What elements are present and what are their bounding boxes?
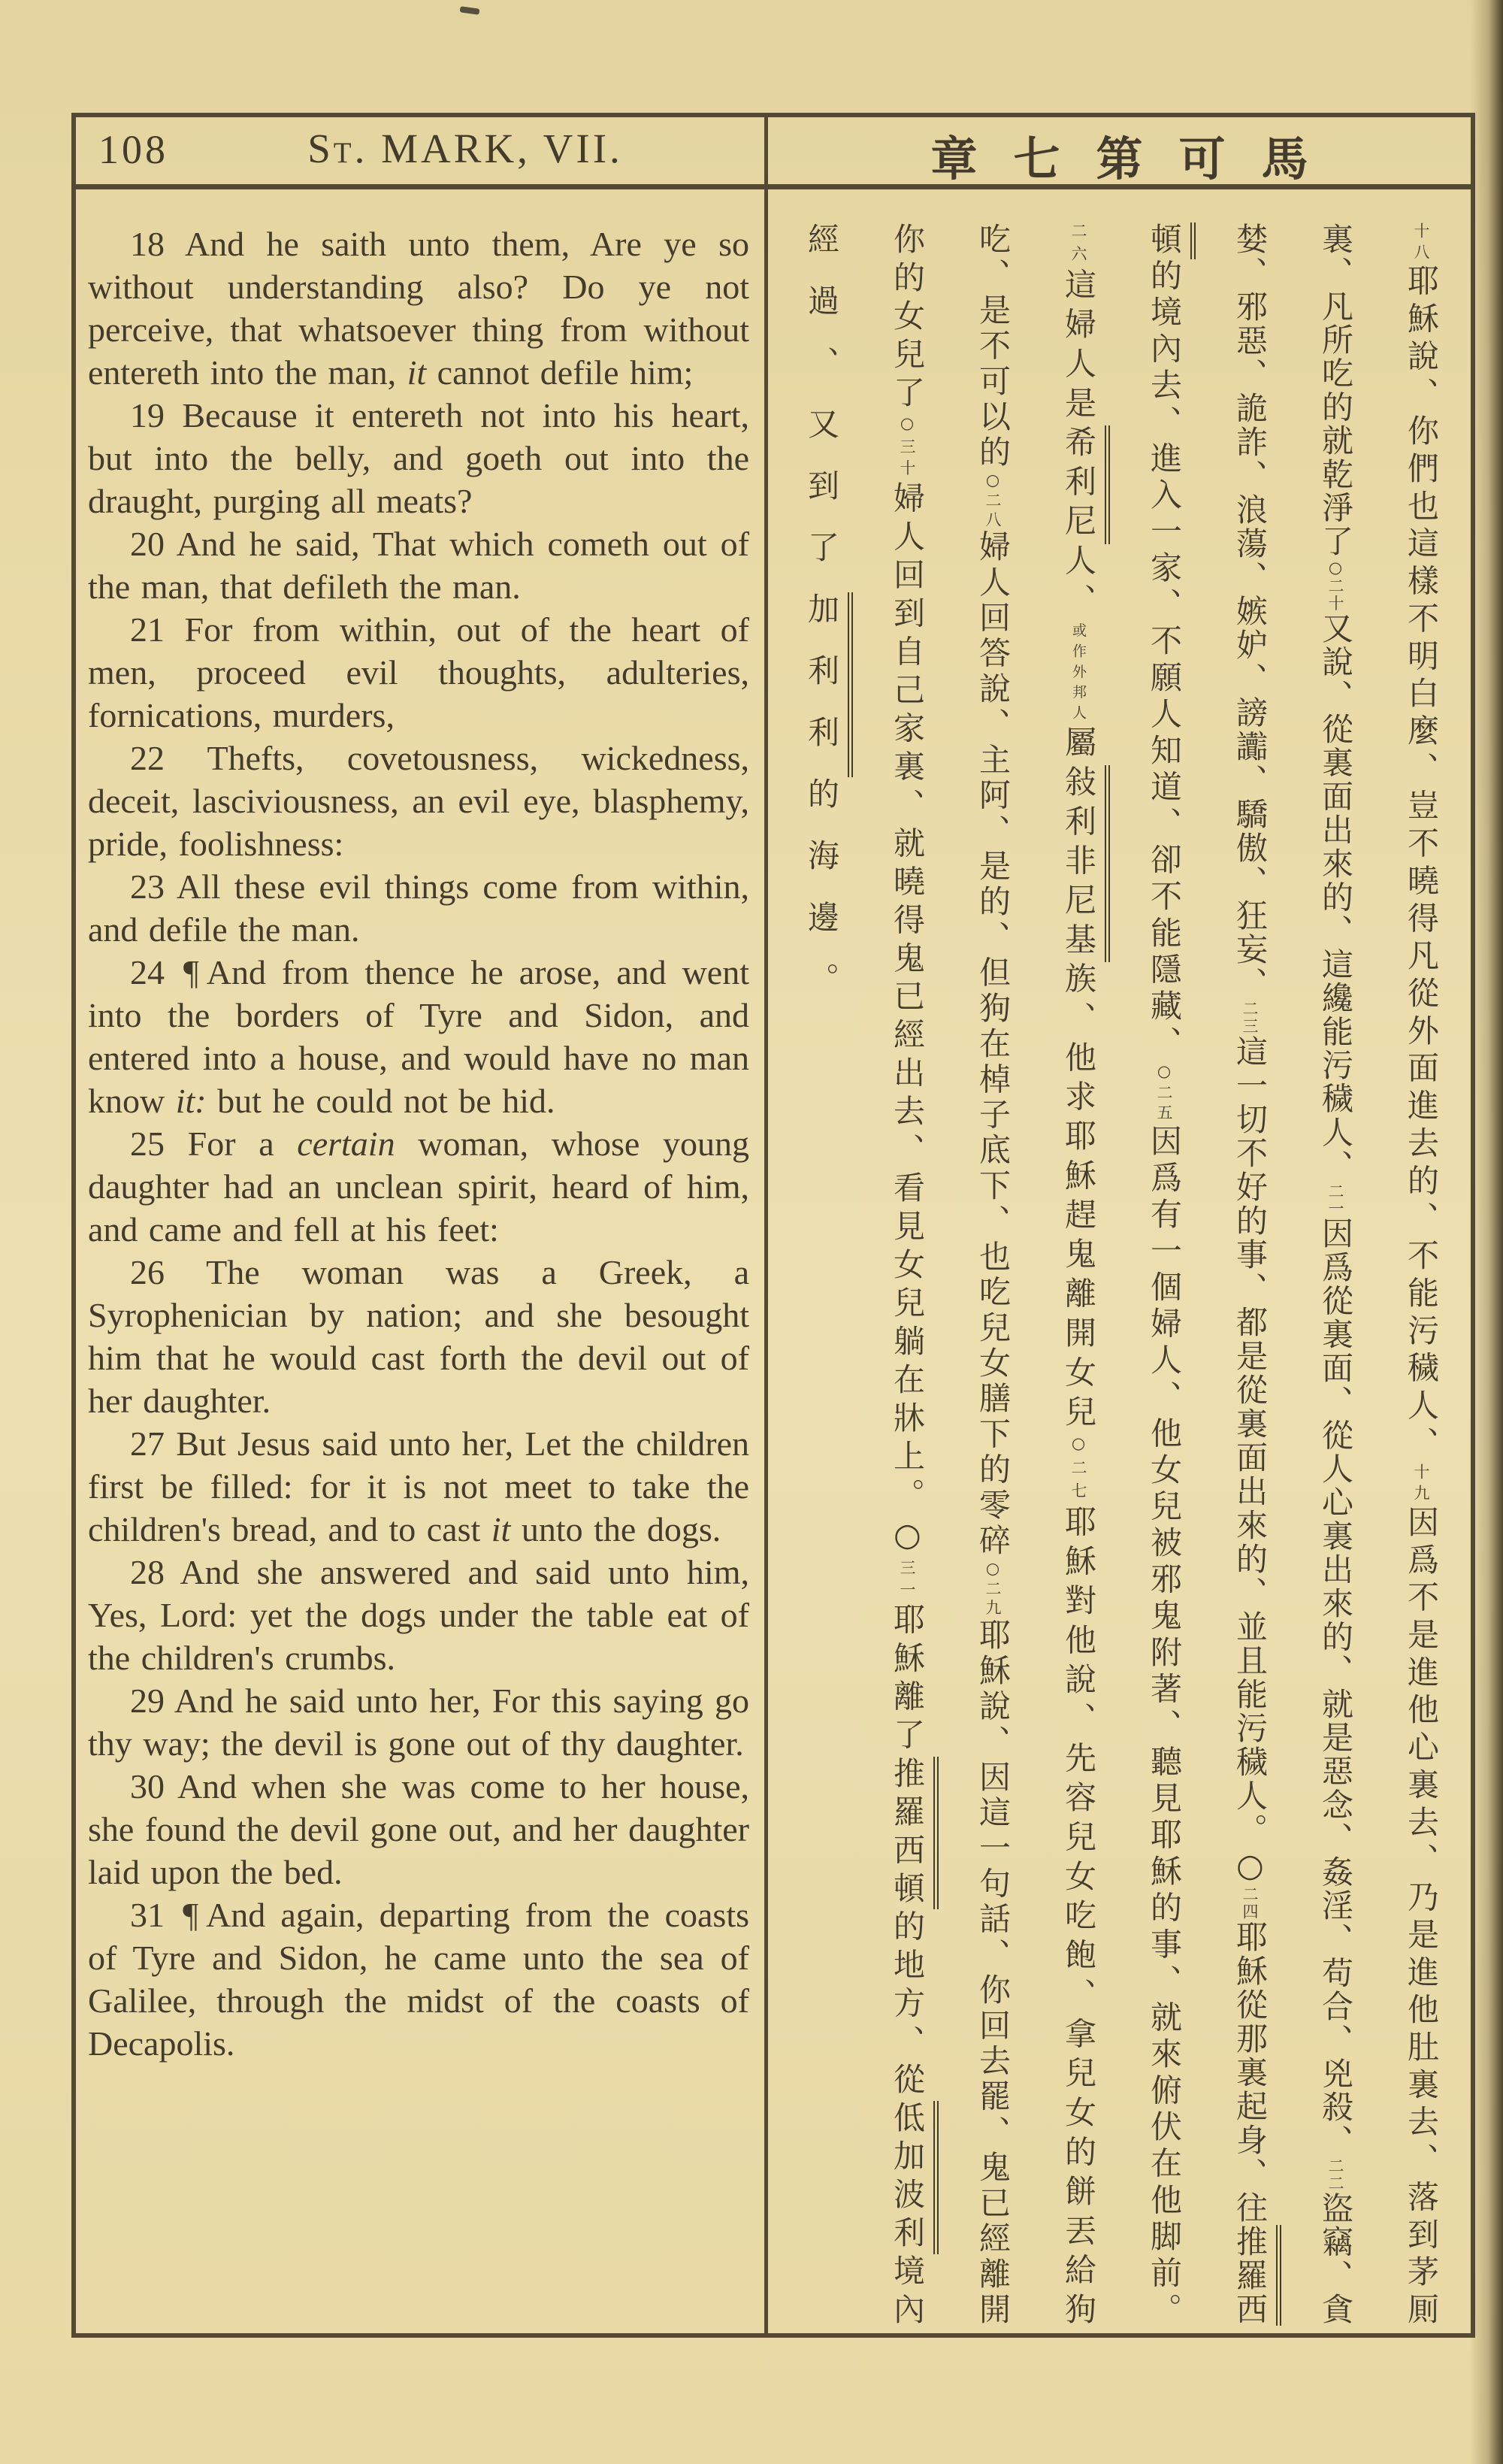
text-run: 經過、又到了 bbox=[803, 222, 840, 592]
proper-name: 敍利非尼基 bbox=[1060, 765, 1110, 962]
text-run: 境內 bbox=[889, 2254, 926, 2326]
verse-paragraph: 22 Thefts, covetousness, wickedness, deceit, lasciviousness, an evil eye, blasphemy, pride, foolishness: bbox=[88, 739, 749, 863]
text-run: 吃、是不可以的 bbox=[975, 222, 1012, 471]
proper-name: 推羅西頓 bbox=[889, 1757, 939, 1910]
english-running-title: St. MARK, VII. bbox=[307, 126, 623, 171]
italic-word: certain bbox=[297, 1125, 395, 1163]
verse-number: 19 bbox=[130, 396, 183, 434]
proper-name: 加利利 bbox=[803, 592, 853, 777]
page-header bbox=[76, 117, 1471, 189]
verse-number-mark: 三一 bbox=[898, 1559, 916, 1603]
verse-paragraph: 24 ¶ And from thence he arose, and went into the borders of Tyre and Sidon, and entered into a house, and would have no man know it: but he could not be hid. bbox=[88, 953, 749, 1120]
chinese-running-title: 章七第可馬 bbox=[930, 132, 1344, 186]
verse-paragraph: 19 Because it entereth not into his heart, but into the belly, and goeth out into the draught, purging all meats? bbox=[88, 396, 749, 520]
text-run: 人、 bbox=[1060, 543, 1097, 623]
pilcrow-mark: ¶ bbox=[183, 1896, 199, 1934]
text-run: 因爲不是進他心裏去、乃是進他肚裏去、落到茅厠 bbox=[1403, 1505, 1440, 2326]
chinese-text-column bbox=[775, 222, 1460, 2326]
pilcrow-mark: ¶ bbox=[183, 953, 199, 991]
verse-number-mark: 二三 bbox=[1241, 1000, 1259, 1035]
column-divider-rule bbox=[764, 117, 768, 2333]
verse-number: 20 bbox=[130, 525, 177, 563]
text-run: 婦人回答說、主阿、是的、但狗在棹子底下、也吃兒女膳下的零碎 bbox=[975, 530, 1012, 1560]
text-run: 族、他求耶穌趕鬼離開女兒 bbox=[1060, 961, 1097, 1435]
verse-number: 27 bbox=[130, 1424, 177, 1463]
chinese-column bbox=[868, 222, 946, 2326]
text-run: 這一切不好的事、都是從裏面出來的、並且能污穢人。 bbox=[1232, 1035, 1269, 1847]
text-run: 耶穌對他說、先容兒女吃飽、拿兒女的餅丟給狗 bbox=[1060, 1505, 1097, 2326]
verse-paragraph: 18 And he saith unto them, Are ye so without understanding also? Do ye not perceive, that whatsoever thing from without entereth into the man, it cannot defile him; bbox=[88, 225, 749, 392]
text-run: 的海邊。 bbox=[803, 777, 840, 1024]
verse-number-mark: ○二八 bbox=[984, 471, 1002, 531]
text-run: 耶穌離了 bbox=[889, 1603, 926, 1757]
chinese-column bbox=[954, 222, 1032, 2326]
italic-word: it bbox=[407, 353, 427, 392]
verse-number-mark: 二四 bbox=[1241, 1886, 1259, 1921]
page-number: 108 bbox=[98, 127, 168, 172]
section-circle: ○ bbox=[889, 1515, 926, 1560]
verse-number: 21 bbox=[130, 610, 185, 649]
text-run: 又說、從裏面出來的、這纔能污穢人、 bbox=[1317, 612, 1354, 1183]
section-circle: ○ bbox=[1232, 1847, 1269, 1886]
proper-name: 頓 bbox=[1146, 222, 1196, 259]
text-run: 婪、邪惡、詭詐、浪蕩、嫉妒、謗讟、驕傲、狂妄、 bbox=[1232, 222, 1269, 1000]
text-run: 因爲從裏面、從人心裏出來的、就是惡念、姦淫、苟合、兇殺、 bbox=[1317, 1217, 1354, 2158]
proper-name: 希利尼 bbox=[1060, 425, 1110, 543]
verse-paragraph: 20 And he said, That which cometh out of the man, that defileth the man. bbox=[88, 525, 749, 606]
text-run: 屬 bbox=[1060, 725, 1097, 765]
verse-number-mark: 二二 bbox=[1326, 2157, 1344, 2192]
verse-paragraph: 25 For a certain woman, whose young daughter had an unclean spirit, heard of him, and came and fell at his feet: bbox=[88, 1125, 749, 1249]
verse-number: 22 bbox=[130, 739, 207, 777]
text-run: 耶穌說、因這一句話、你回去罷、鬼已經離開 bbox=[975, 1618, 1012, 2326]
text-run: 因爲有一個婦人、他女兒被邪鬼附著、聽見耶穌的事、就來俯伏在他脚前。 bbox=[1146, 1124, 1183, 2326]
verse-number: 30 bbox=[130, 1767, 177, 1806]
verse-number-mark: ○二五 bbox=[1155, 1062, 1173, 1125]
page-edge-shadow bbox=[1470, 0, 1503, 2464]
verse-paragraph: 21 For from within, out of the heart of men, proceed evil thoughts, adulteries, fornications, murders, bbox=[88, 610, 749, 734]
verse-paragraph: 27 But Jesus said unto her, Let the children first be filled: for it is not meet to take the children's bread, and to cast it unto the dogs. bbox=[88, 1424, 750, 1548]
text-run: 你的女兒了 bbox=[889, 222, 926, 414]
verse-number-mark: ○二十 bbox=[1326, 558, 1344, 613]
chinese-column bbox=[1125, 222, 1203, 2326]
text-run: 盜竊、貪 bbox=[1317, 2191, 1354, 2326]
proper-name: 推羅西 bbox=[1232, 2225, 1281, 2326]
verse-number: 23 bbox=[130, 867, 177, 906]
chinese-column bbox=[1211, 222, 1289, 2326]
verse-number: 26 bbox=[130, 1253, 207, 1291]
verse-number: 25 bbox=[130, 1125, 188, 1163]
chinese-column bbox=[1382, 222, 1460, 2326]
verse-number-mark: 十九 bbox=[1412, 1464, 1430, 1506]
verse-paragraph: 31 ¶ And again, departing from the coasts of Tyre and Sidon, he came unto the sea of Galilee, through the midst of the coasts of Decapolis. bbox=[88, 1896, 750, 2063]
text-run: 裏、凡所吃的就乾淨了 bbox=[1317, 222, 1354, 558]
text-run: 這婦人是 bbox=[1060, 268, 1097, 426]
text-run: 的境內去、進入一家、不願人知道、卻不能隱藏、 bbox=[1146, 259, 1183, 1063]
verse-number: 28 bbox=[130, 1553, 180, 1591]
page-border-frame bbox=[71, 113, 1475, 2338]
chinese-column bbox=[782, 222, 860, 2326]
proper-name: 低加波利 bbox=[889, 2101, 939, 2254]
text-run: 的地方、從 bbox=[889, 1909, 926, 2102]
verse-number: 29 bbox=[130, 1682, 174, 1720]
verse-paragraph: 28 And she answered and said unto him, Yes, Lord: yet the dogs under the table eat of the children's crumbs. bbox=[88, 1553, 749, 1677]
text-run: 耶穌從那裏起身、往 bbox=[1232, 1921, 1269, 2225]
verse-number-mark: 二六 bbox=[1069, 222, 1087, 268]
chinese-column bbox=[1039, 222, 1117, 2326]
verse-number-mark: 十八 bbox=[1412, 222, 1430, 265]
verse-number-mark: ○二七 bbox=[1069, 1434, 1087, 1506]
english-text-column bbox=[88, 222, 749, 2065]
verse-paragraph: 29 And he said unto her, For this saying go thy way; the devil is gone out of thy daughter. bbox=[88, 1682, 749, 1763]
verse-number-mark: ○三十 bbox=[898, 413, 916, 482]
verse-number-mark: ○二九 bbox=[984, 1559, 1002, 1618]
italic-word: it: bbox=[175, 1082, 207, 1120]
verse-paragraph: 26 The woman was a Greek, a Syrophenician by nation; and she besought him that he would cast forth the devil out of her daughter. bbox=[88, 1253, 749, 1420]
verse-number-mark: 二一 bbox=[1326, 1182, 1344, 1218]
verse-paragraph: 30 And when she was come to her house, she found the devil gone out, and her daughter laid upon the bed. bbox=[88, 1767, 749, 1891]
text-run: 耶穌說、你們也這樣不明白麼、豈不曉得凡從外面進去的、不能污穢人、 bbox=[1403, 264, 1440, 1464]
chinese-column bbox=[1296, 222, 1374, 2326]
verse-number: 24 bbox=[130, 953, 180, 991]
verse-number: 31 bbox=[130, 1896, 180, 1934]
verse-paragraph: 23 All these evil things come from within, and defile the man. bbox=[88, 867, 750, 949]
scan-artifact bbox=[460, 6, 480, 15]
italic-word: it bbox=[491, 1510, 511, 1548]
text-run: 婦人回到自己家裏、就曉得鬼已經出去、看見女兒躺在牀上。 bbox=[889, 481, 926, 1516]
verse-number: 18 bbox=[130, 225, 185, 263]
interlinear-note: 或作外邦人 bbox=[1070, 622, 1087, 726]
